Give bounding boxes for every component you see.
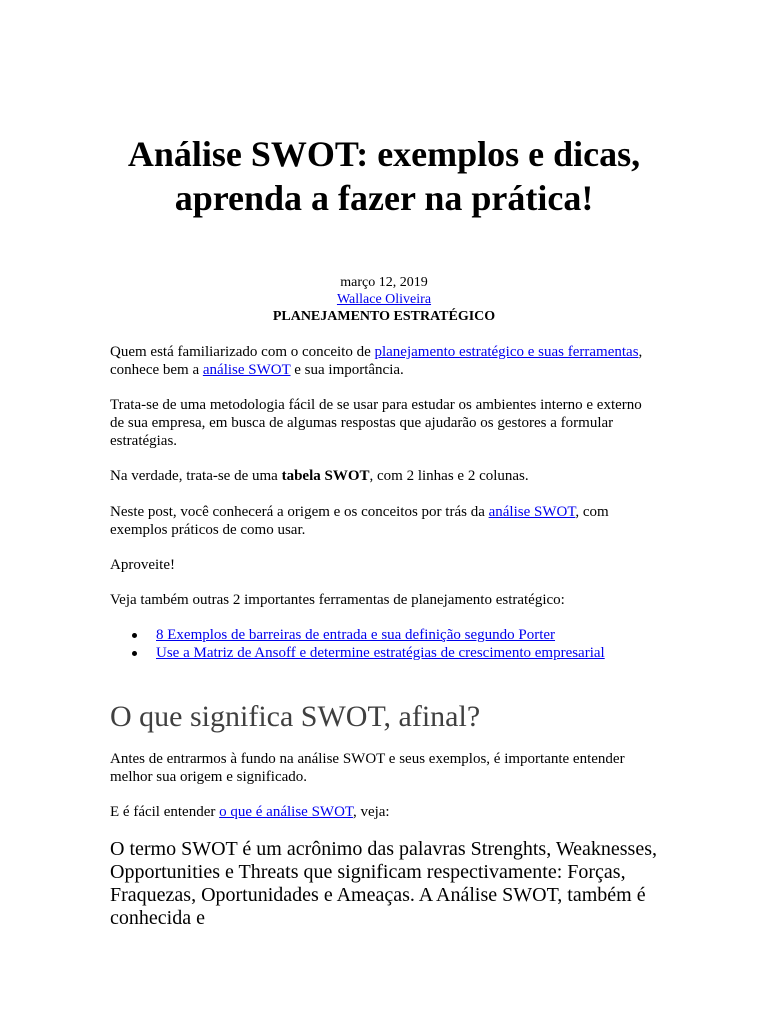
text: , veja:	[352, 804, 390, 820]
list-item	[130, 644, 658, 662]
paragraph-metodologia: Trata-se de uma metodologia fácil de se usar para estudar os ambientes interno e externo de sua empresa, em busca de algumas respostas que ajudarão os gestores a formular estratégias.	[110, 397, 642, 449]
paragraph-neste-post	[110, 503, 658, 539]
related-link-porter[interactable]: 8 Exemplos de barreiras de entrada e sua definição segundo Porter	[156, 627, 556, 643]
author-link[interactable]: Wallace Oliveira	[336, 292, 432, 307]
article-date: março 12, 2019	[340, 275, 428, 290]
paragraph-veja-tambem: Veja também outras 2 importantes ferramentas de planejamento estratégico:	[110, 592, 565, 608]
paragraph-facil	[110, 803, 658, 821]
paragraph-intro	[110, 343, 658, 379]
section-heading: O que significa SWOT, afinal?	[110, 700, 481, 733]
bold-tabela-swot: tabela SWOT	[281, 468, 370, 484]
paragraph-termo-swot: O termo SWOT é um acrônimo das palavras Strenghts, Weaknesses, Opportunities e Threats que significam respectivamente: Forças, Fraquezas, Oportunidades e Ameaças. A Análise SWOT, também é conhecida e	[110, 838, 657, 929]
paragraph-tabela	[110, 467, 658, 485]
article-meta	[110, 274, 658, 325]
link-o-que-e-analise-swot[interactable]: o que é análise SWOT	[219, 804, 353, 820]
text: Na verdade, trata-se de uma	[110, 468, 282, 484]
related-links-list	[130, 626, 658, 662]
text: Quem está familiarizado com o conceito de	[110, 344, 375, 360]
bullet-icon	[132, 651, 137, 656]
text: Neste post, você conhecerá a origem e os conceitos por trás da	[110, 504, 489, 520]
text: E é fácil entender	[110, 804, 220, 820]
bullet-icon	[132, 633, 137, 638]
text: e sua importância.	[290, 362, 404, 378]
link-analise-swot[interactable]: análise SWOT	[202, 362, 291, 378]
text: , com exemplos práticos de como usar.	[110, 504, 609, 538]
text: , conhece bem a	[110, 344, 643, 378]
text: , com 2 linhas e 2 colunas.	[369, 468, 529, 484]
paragraph-antes: Antes de entrarmos à fundo na análise SWOT e seus exemplos, é importante entender melhor sua origem e significado.	[110, 751, 625, 785]
link-planejamento-estrategico[interactable]: planejamento estratégico e suas ferramentas	[374, 344, 639, 360]
link-analise-swot-2[interactable]: análise SWOT	[488, 504, 576, 520]
article-category: PLANEJAMENTO ESTRATÉGICO	[272, 309, 496, 324]
related-link-ansoff[interactable]: Use a Matriz de Ansoff e determine estratégias de crescimento empresarial	[156, 645, 605, 661]
paragraph-aproveite: Aproveite!	[110, 557, 175, 573]
article-title: Análise SWOT: exemplos e dicas, aprenda a fazer na prática!	[127, 134, 641, 218]
list-item	[130, 626, 658, 644]
